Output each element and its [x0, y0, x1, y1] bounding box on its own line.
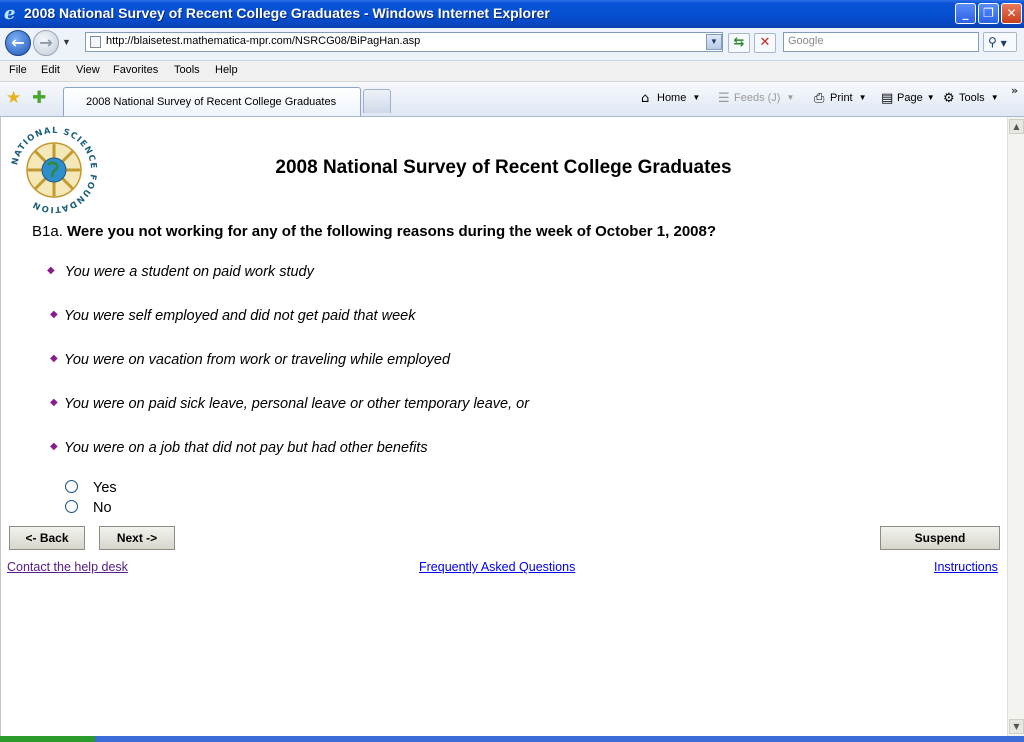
option-no[interactable]: [65, 500, 112, 516]
internet-explorer-icon: e: [4, 3, 16, 24]
chevron-down-icon[interactable]: ▼: [990, 93, 999, 102]
close-button[interactable]: ✕: [1001, 3, 1022, 24]
address-dropdown-icon[interactable]: ▼: [706, 34, 722, 50]
forward-arrow-icon[interactable]: →: [33, 30, 59, 56]
diamond-bullet-icon: ◆: [50, 397, 58, 408]
more-commands-icon[interactable]: »: [1011, 84, 1019, 97]
question-text: Were you not working for any of the following reasons during the week of October 1, 2008?: [67, 223, 717, 240]
menu-view[interactable]: View: [76, 64, 100, 76]
option-yes-label: Yes: [93, 480, 117, 496]
refresh-icon[interactable]: ⇆: [728, 33, 750, 53]
menu-file[interactable]: File: [9, 64, 27, 76]
reason-item: ◆ You were on paid sick leave, personal leave or other temporary leave, or: [50, 396, 530, 412]
reason-item: ◆ You were a student on paid work study: [47, 264, 314, 280]
help-desk-link[interactable]: Contact the help desk: [7, 560, 128, 574]
minimize-button[interactable]: _: [955, 3, 976, 24]
diamond-bullet-icon: ◆: [50, 441, 58, 452]
menu-favorites[interactable]: Favorites: [113, 64, 159, 76]
page-icon: [90, 36, 101, 48]
print-button[interactable]: ⎙ Print ▼: [814, 91, 867, 106]
stop-icon[interactable]: ✕: [754, 33, 776, 53]
window-title: 2008 National Survey of Recent College Graduates - Windows Internet Explorer: [24, 5, 550, 21]
printer-icon: ⎙: [814, 91, 825, 106]
scroll-up-icon[interactable]: ▲: [1009, 119, 1024, 134]
home-button[interactable]: ⌂ Home ▼: [641, 91, 701, 106]
chevron-down-icon[interactable]: ▼: [692, 93, 701, 102]
new-tab-button[interactable]: [363, 89, 391, 113]
suspend-button[interactable]: Suspend: [880, 526, 1000, 550]
vertical-scrollbar[interactable]: [1007, 117, 1024, 736]
next-button[interactable]: Next ->: [99, 526, 175, 550]
address-toolbar: [0, 28, 1024, 61]
address-text: http://blaisetest.mathematica-mpr.com/NSRCG08/BiPagHan.asp: [106, 35, 421, 47]
menu-tools[interactable]: Tools: [174, 64, 200, 76]
favorites-star-icon[interactable]: ★: [6, 88, 22, 108]
status-bar: [0, 736, 1024, 742]
maximize-button[interactable]: ❐: [978, 3, 999, 24]
radio-yes[interactable]: [65, 480, 78, 493]
page-title: 2008 National Survey of Recent College Graduates: [275, 157, 732, 178]
question-number: B1a.: [32, 223, 63, 240]
home-icon: ⌂: [641, 91, 650, 106]
menu-help[interactable]: Help: [215, 64, 238, 76]
tab-survey[interactable]: 2008 National Survey of Recent College Graduates: [63, 87, 361, 116]
option-yes[interactable]: [65, 480, 117, 496]
search-input[interactable]: Google: [783, 32, 979, 52]
window-titlebar: [0, 0, 1024, 28]
page-button[interactable]: ▤ Page ▼: [881, 91, 935, 106]
menu-bar: [0, 61, 1024, 82]
menu-edit[interactable]: Edit: [41, 64, 60, 76]
back-button[interactable]: <- Back: [9, 526, 85, 550]
tools-button[interactable]: ⚙ Tools ▼: [943, 91, 999, 106]
page-menu-icon: ▤: [881, 91, 894, 106]
diamond-bullet-icon: ◆: [50, 309, 58, 320]
scroll-down-icon[interactable]: ▼: [1009, 719, 1024, 734]
reason-item: ◆ You were on vacation from work or traveling while employed: [50, 352, 451, 368]
diamond-bullet-icon: ◆: [50, 353, 58, 364]
radio-no[interactable]: [65, 500, 78, 513]
search-icon[interactable]: ⚲ ▼: [983, 32, 1017, 52]
add-favorite-icon[interactable]: ✚: [32, 88, 47, 108]
reason-item: ◆ You were on a job that did not pay but had other benefits: [50, 440, 428, 456]
question: [32, 223, 716, 240]
instructions-link[interactable]: Instructions: [934, 560, 998, 574]
logo-text: NATIONAL SCIENCE FOUNDATION: [10, 125, 99, 215]
history-dropdown-icon[interactable]: ▼: [62, 37, 71, 47]
reason-item: ◆ You were self employed and did not get paid that week: [50, 308, 416, 324]
chevron-down-icon[interactable]: ▼: [858, 93, 867, 102]
chevron-down-icon[interactable]: ▼: [786, 93, 795, 102]
feeds-button[interactable]: ☰ Feeds (J) ▼: [718, 91, 795, 106]
page-content: [0, 117, 1007, 736]
option-no-label: No: [93, 500, 112, 516]
feeds-icon: ☰: [718, 91, 730, 106]
diamond-bullet-icon: ◆: [47, 265, 55, 276]
gear-icon: ⚙: [943, 91, 955, 106]
tab-bar: [0, 82, 1024, 117]
faq-link[interactable]: Frequently Asked Questions: [419, 560, 576, 574]
back-arrow-icon[interactable]: ←: [5, 30, 31, 56]
chevron-down-icon[interactable]: ▼: [926, 93, 935, 102]
address-input[interactable]: [85, 32, 723, 52]
